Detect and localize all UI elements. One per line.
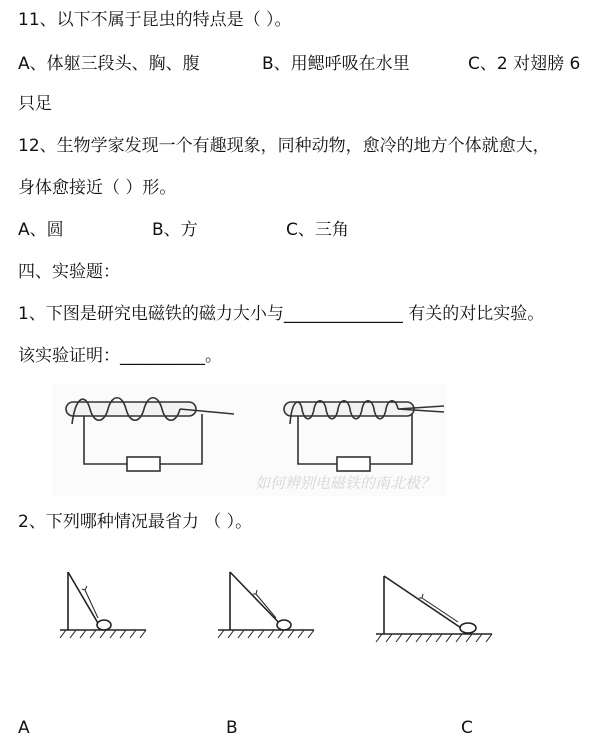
incline-a-figure <box>58 568 148 640</box>
nail-a <box>66 402 196 416</box>
exp1-blank1: ______________ <box>283 304 403 324</box>
exp1-suffix: 有关的对比实验。 <box>402 304 545 324</box>
q11-stem: 11、以下不属于昆虫的特点是（ ）。 <box>18 10 292 30</box>
q12-stem-line2: 身体愈接近（ ）形。 <box>18 178 177 198</box>
battery-a <box>127 457 160 471</box>
label-c: C <box>461 718 473 738</box>
slope-line <box>68 572 102 630</box>
label-b: B <box>226 718 238 738</box>
ball <box>277 620 291 630</box>
exp1-line2-prefix: 该实验证明： <box>18 346 120 366</box>
ground-hatch <box>60 630 146 638</box>
q12-option-b: B、方 <box>152 220 198 240</box>
force-arrow-head <box>419 594 423 598</box>
force-arrow-head <box>253 590 257 594</box>
incline-c-figure <box>374 568 494 650</box>
exp2-stem: 2、下列哪种情况最省力 （ ）。 <box>18 512 253 532</box>
exp1-prefix: 1、下图是研究电磁铁的磁力大小与 <box>18 304 284 324</box>
q11-option-c-wrap: 只足 <box>18 94 52 114</box>
ball <box>460 623 476 633</box>
q12-option-c: C、三角 <box>286 220 349 240</box>
force-arrow-head <box>82 586 87 590</box>
exp1-line2-suffix: 。 <box>205 346 222 366</box>
exp1-line1 <box>18 302 544 326</box>
force-arrow <box>256 594 276 618</box>
battery-b <box>337 457 370 471</box>
electromagnet-figure <box>52 384 447 496</box>
ground-hatch <box>376 634 492 642</box>
exp1-blank2: __________ <box>120 346 205 366</box>
force-arrow <box>422 598 458 622</box>
q11-option-c: C、2 对翅膀 6 <box>468 54 581 74</box>
image-bleed-text: 如何辨别电磁铁的南北极？ <box>255 474 436 492</box>
slope-line <box>384 576 470 634</box>
label-a: A <box>18 718 30 738</box>
q11-option-a: A、体躯三段头、胸、腹 <box>18 54 200 74</box>
ground-hatch <box>218 630 314 638</box>
q12-option-a: A、圆 <box>18 220 64 240</box>
section-title: 四、实验题： <box>18 262 120 282</box>
q12-stem-line1: 12、生物学家发现一个有趣现象，同种动物，愈冷的地方个体就愈大， <box>18 136 550 156</box>
slope-line <box>230 572 286 630</box>
ball <box>97 620 111 630</box>
incline-b-figure <box>216 568 316 640</box>
exp1-line2 <box>18 344 222 368</box>
q11-option-b: B、用鳃呼吸在水里 <box>262 54 410 74</box>
